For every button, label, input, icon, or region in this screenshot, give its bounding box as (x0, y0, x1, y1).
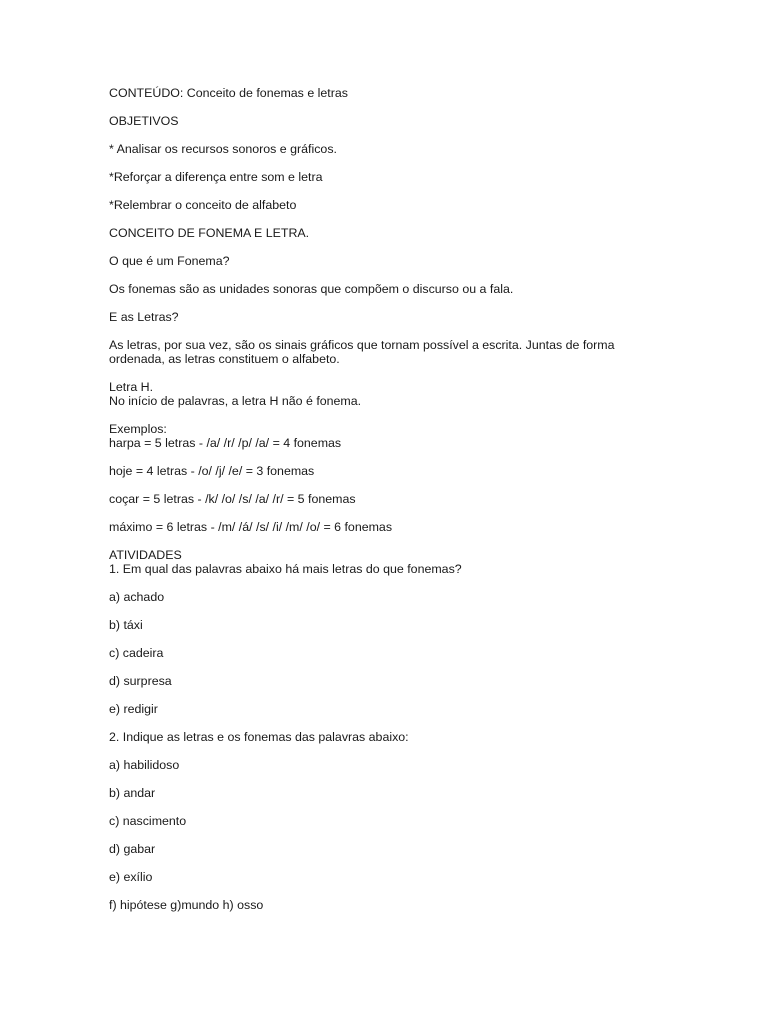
option-item: f) hipótese g)mundo h) osso (109, 898, 264, 912)
option-item: b) táxi (109, 618, 143, 632)
option-item: d) gabar (109, 842, 156, 856)
objective-item: * Analisar os recursos sonoros e gráficos. (109, 142, 337, 156)
example-item: hoje = 4 letras - /o/ /j/ /e/ = 3 fonemas (109, 464, 315, 478)
paragraph-text: ordenada, as letras constituem o alfabeto. (109, 352, 340, 366)
objective-item: *Relembrar o conceito de alfabeto (109, 198, 297, 212)
section-heading: CONCEITO DE FONEMA E LETRA. (109, 226, 310, 240)
question-text: E as Letras? (109, 310, 179, 324)
paragraph-text: Os fonemas são as unidades sonoras que compõem o discurso ou a fala. (109, 282, 514, 296)
option-item: e) redigir (109, 702, 158, 716)
option-item: c) nascimento (109, 814, 187, 828)
activities-heading: ATIVIDADES (109, 548, 182, 562)
example-item: máximo = 6 letras - /m/ /á/ /s/ /i/ /m/ /o/ = 6 fonemas (109, 520, 393, 534)
paragraph-text: No início de palavras, a letra H não é fonema. (109, 394, 362, 408)
question-text: 1. Em qual das palavras abaixo há mais letras do que fonemas? (109, 562, 462, 576)
example-item: harpa = 5 letras - /a/ /r/ /p/ /a/ = 4 fonemas (109, 436, 342, 450)
objective-item: *Reforçar a diferença entre som e letra (109, 170, 323, 184)
subheading-text: Letra H. (109, 380, 154, 394)
option-item: e) exílio (109, 870, 153, 884)
question-text: O que é um Fonema? (109, 254, 230, 268)
question-text: 2. Indique as letras e os fonemas das palavras abaixo: (109, 730, 409, 744)
option-item: c) cadeira (109, 646, 164, 660)
objectives-heading: OBJETIVOS (109, 114, 179, 128)
content-heading: CONTEÚDO: Conceito de fonemas e letras (109, 86, 348, 100)
paragraph-text: As letras, por sua vez, são os sinais gráficos que tornam possível a escrita. Juntas de forma (109, 338, 615, 352)
option-item: a) achado (109, 590, 165, 604)
option-item: d) surpresa (109, 674, 172, 688)
example-item: coçar = 5 letras - /k/ /o/ /s/ /a/ /r/ = 5 fonemas (109, 492, 356, 506)
examples-heading: Exemplos: (109, 422, 167, 436)
option-item: a) habilidoso (109, 758, 180, 772)
option-item: b) andar (109, 786, 156, 800)
